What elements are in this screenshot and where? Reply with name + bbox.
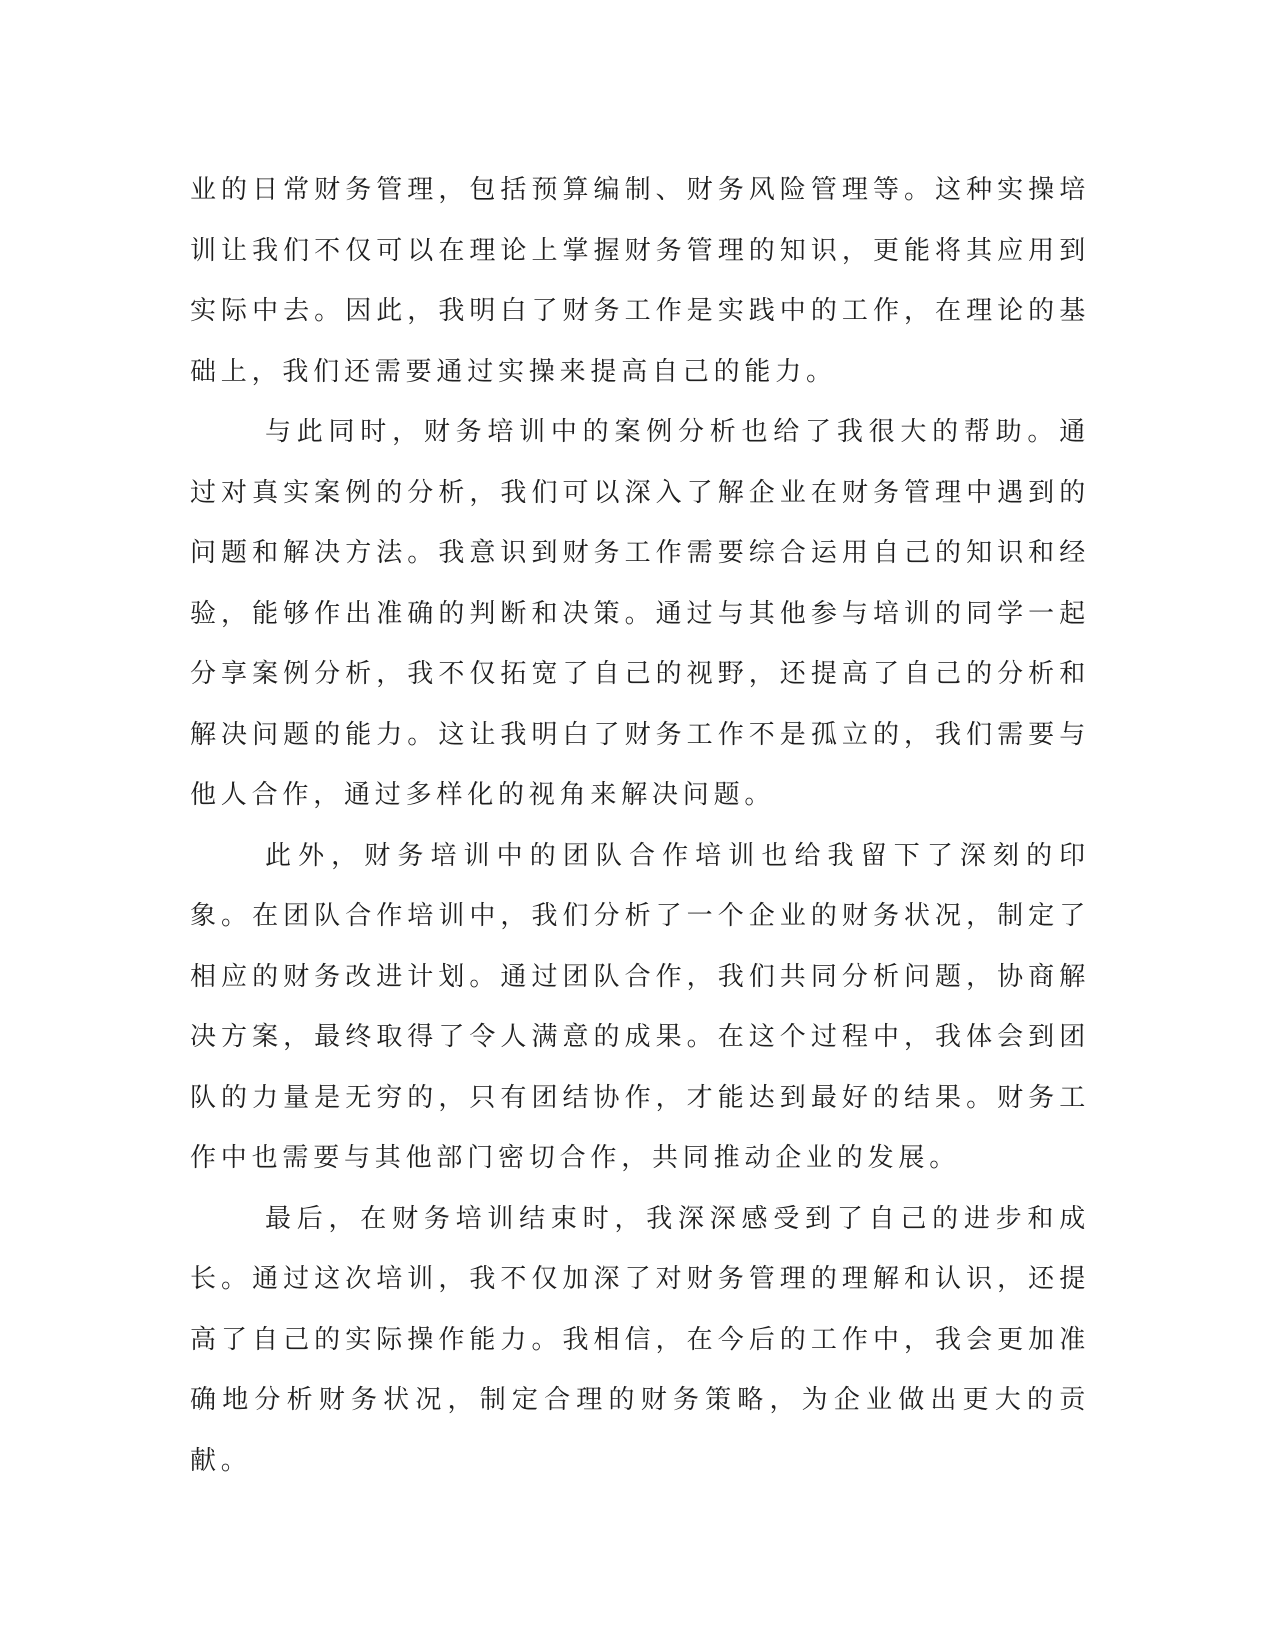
paragraph-case-analysis: 与此同时，财务培训中的案例分析也给了我很大的帮助。通过对真实案例的分析，我们可以深入了解企业在财务管理中遇到的问题和解决方法。我意识到财务工作需要综合运用自己的知识和经验，能够作出准确的判断和决策。通过与其他参与培训的同学一起分享案例分析，我不仅拓宽了自己的视野，还提高了自己的分析和解决问题的能力。这让我明白了财务工作不是孤立的，我们需要与他人合作，通过多样化的视角来解决问题。 — [190, 417, 1090, 810]
paragraph-conclusion: 最后，在财务培训结束时，我深深感受到了自己的进步和成长。通过这次培训，我不仅加深了对财务管理的理解和认识，还提高了自己的实际操作能力。我相信，在今后的工作中，我会更加准确地分析财务状况，制定合理的财务策略，为企业做出更大的贡献。 — [190, 1203, 1090, 1476]
document-body — [190, 160, 1090, 1491]
paragraph-continuation: 业的日常财务管理，包括预算编制、财务风险管理等。这种实操培训让我们不仅可以在理论上掌握财务管理的知识，更能将其应用到实际中去。因此，我明白了财务工作是实践中的工作，在理论的基础上，我们还需要通过实操来提高自己的能力。 — [190, 175, 1090, 387]
paragraph-teamwork: 此外，财务培训中的团队合作培训也给我留下了深刻的印象。在团队合作培训中，我们分析了一个企业的财务状况，制定了相应的财务改进计划。通过团队合作，我们共同分析问题，协商解决方案，最终取得了令人满意的成果。在这个过程中，我体会到团队的力量是无穷的，只有团结协作，才能达到最好的结果。财务工作中也需要与其他部门密切合作，共同推动企业的发展。 — [190, 840, 1090, 1173]
